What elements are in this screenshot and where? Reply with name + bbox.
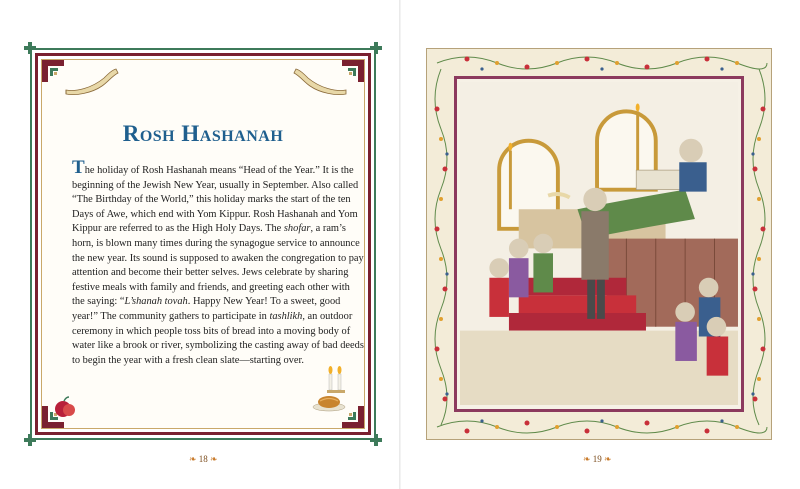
page-title: Rosh Hashanah bbox=[122, 121, 284, 146]
apple-icon bbox=[52, 394, 78, 420]
right-page-frame bbox=[426, 48, 772, 440]
book-gutter bbox=[399, 0, 401, 489]
shofar-icon bbox=[62, 66, 120, 96]
page-number-right: ❧ 19 ❧ bbox=[583, 454, 612, 464]
body-paragraph: The holiday of Rosh Hashanah means “Head of the Year.” It is the beginning of the Jewish New Year, usually in September. Also called “The Birthday of the World,” this holiday marks the start of the ten Days of Awe, which end with Yom Kippur. Rosh Hashanah and Yom Kippur are referred to as the High Holy Days. The shofar, a ram’s horn, is blown many times during the synagogue service to announce the new year. Its sound is supposed to awaken the congregation to pay attention and become their better selves. Jews celebrate by sharing festive meals with family and friends, and greeting each other with the saying: “L’shanah tovah. Happy New Year! To a sweet, good year!” The community gathers to participate in tashlikh, an outdoor ceremony in which people toss bits of bread into a moving body of water like a brook or river, symbolizing the casting away of bad deeds to begin the year with a fresh clean slate—starting over. bbox=[72, 157, 364, 366]
candles-icon bbox=[324, 364, 348, 394]
page-number-left: ❧ 18 ❧ bbox=[189, 454, 218, 464]
illustration-frame bbox=[454, 76, 744, 412]
shofar-icon bbox=[292, 66, 350, 96]
drop-cap: T bbox=[72, 157, 85, 178]
honey-cake-icon bbox=[312, 392, 346, 412]
corner-cross-icon bbox=[24, 434, 36, 446]
corner-cross-icon bbox=[370, 434, 382, 446]
synagogue-illustration bbox=[460, 82, 738, 405]
left-page-frame bbox=[30, 48, 376, 440]
corner-cross-icon bbox=[24, 42, 36, 54]
corner-cross-icon bbox=[370, 42, 382, 54]
